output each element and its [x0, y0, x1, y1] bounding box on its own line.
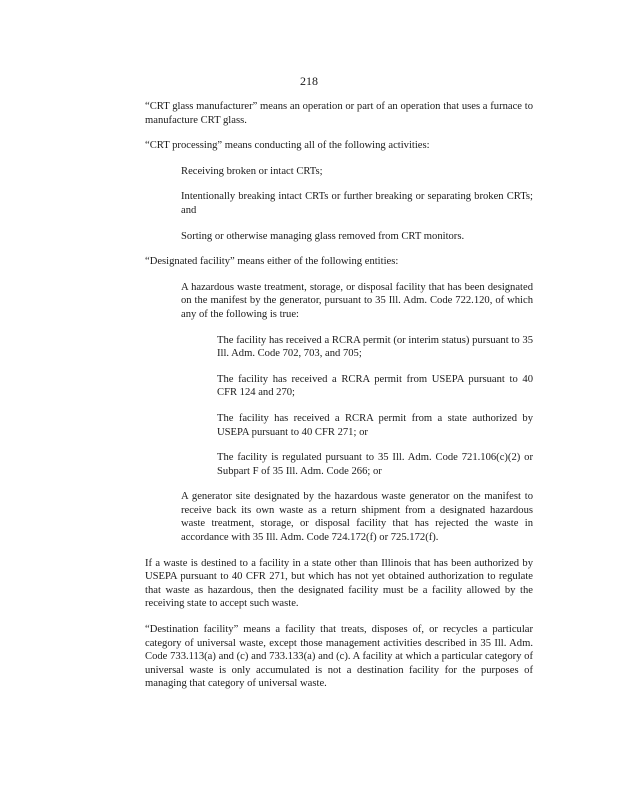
crt-processing-item-sorting: Sorting or otherwise managing glass removed from CRT monitors.	[181, 230, 465, 242]
document-body	[145, 100, 533, 703]
crt-processing-item-receiving: Receiving broken or intact CRTs;	[181, 165, 323, 177]
tsd-condition-rcra-permit-illinois: The facility has received a RCRA permit (or interim status) pursuant to 35 Ill. Adm. Code 702, 703, and 705;	[217, 334, 533, 360]
tsd-condition-rcra-permit-usepa: The facility has received a RCRA permit from USEPA pursuant to 40 CFR 124 and 270;	[217, 373, 533, 399]
out-of-state-waste-paragraph: If a waste is destined to a facility in a state other than Illinois that has been authorized by USEPA pursuant to 40 CFR 271, but which has not yet obtained authorization to regulate that waste as hazardous, then the designated facility must be a facility allowed by the receiving state to accept such waste.	[145, 557, 533, 610]
definition-destination-facility: “Destination facility” means a facility that treats, disposes of, or recycles a particular category of universal waste, except those management activities described in 35 Ill. Adm. Code 733.113(a) and (c) and 733.133(a) and (c). A facility at which a particular category of universal waste is only accumulated is not a destination facility for the purposes of managing that category of universal waste.	[145, 624, 533, 690]
designated-facility-tsd: A hazardous waste treatment, storage, or disposal facility that has been designated on the manifest by the generator, pursuant to 35 Ill. Adm. Code 722.120, of which any of the following is true:	[181, 281, 533, 320]
page-number: 218	[300, 74, 318, 88]
designated-facility-generator-site: A generator site designated by the hazardous waste generator on the manifest to receive back its own waste as a return shipment from a designated hazardous waste treatment, storage, or disposal facility that has rejected the waste in accordance with 35 Ill. Adm. Code 724.172(f) or 725.172(f).	[181, 491, 533, 544]
tsd-condition-rcra-permit-state: The facility has received a RCRA permit from a state authorized by USEPA pursuant to 40 CFR 271; or	[217, 412, 533, 438]
crt-processing-item-breaking: Intentionally breaking intact CRTs or further breaking or separating broken CRTs; and	[181, 191, 533, 216]
definition-designated-facility: “Designated facility” means either of the following entities:	[145, 256, 399, 268]
definition-crt-processing: “CRT processing” means conducting all of the following activities:	[145, 140, 430, 152]
tsd-condition-regulated: The facility is regulated pursuant to 35 Ill. Adm. Code 721.106(c)(2) or Subpart F of 35 Ill. Adm. Code 266; or	[217, 452, 533, 477]
definition-crt-glass-manufacturer: “CRT glass manufacturer” means an operation or part of an operation that uses a furnace to manufacture CRT glass.	[145, 101, 533, 126]
